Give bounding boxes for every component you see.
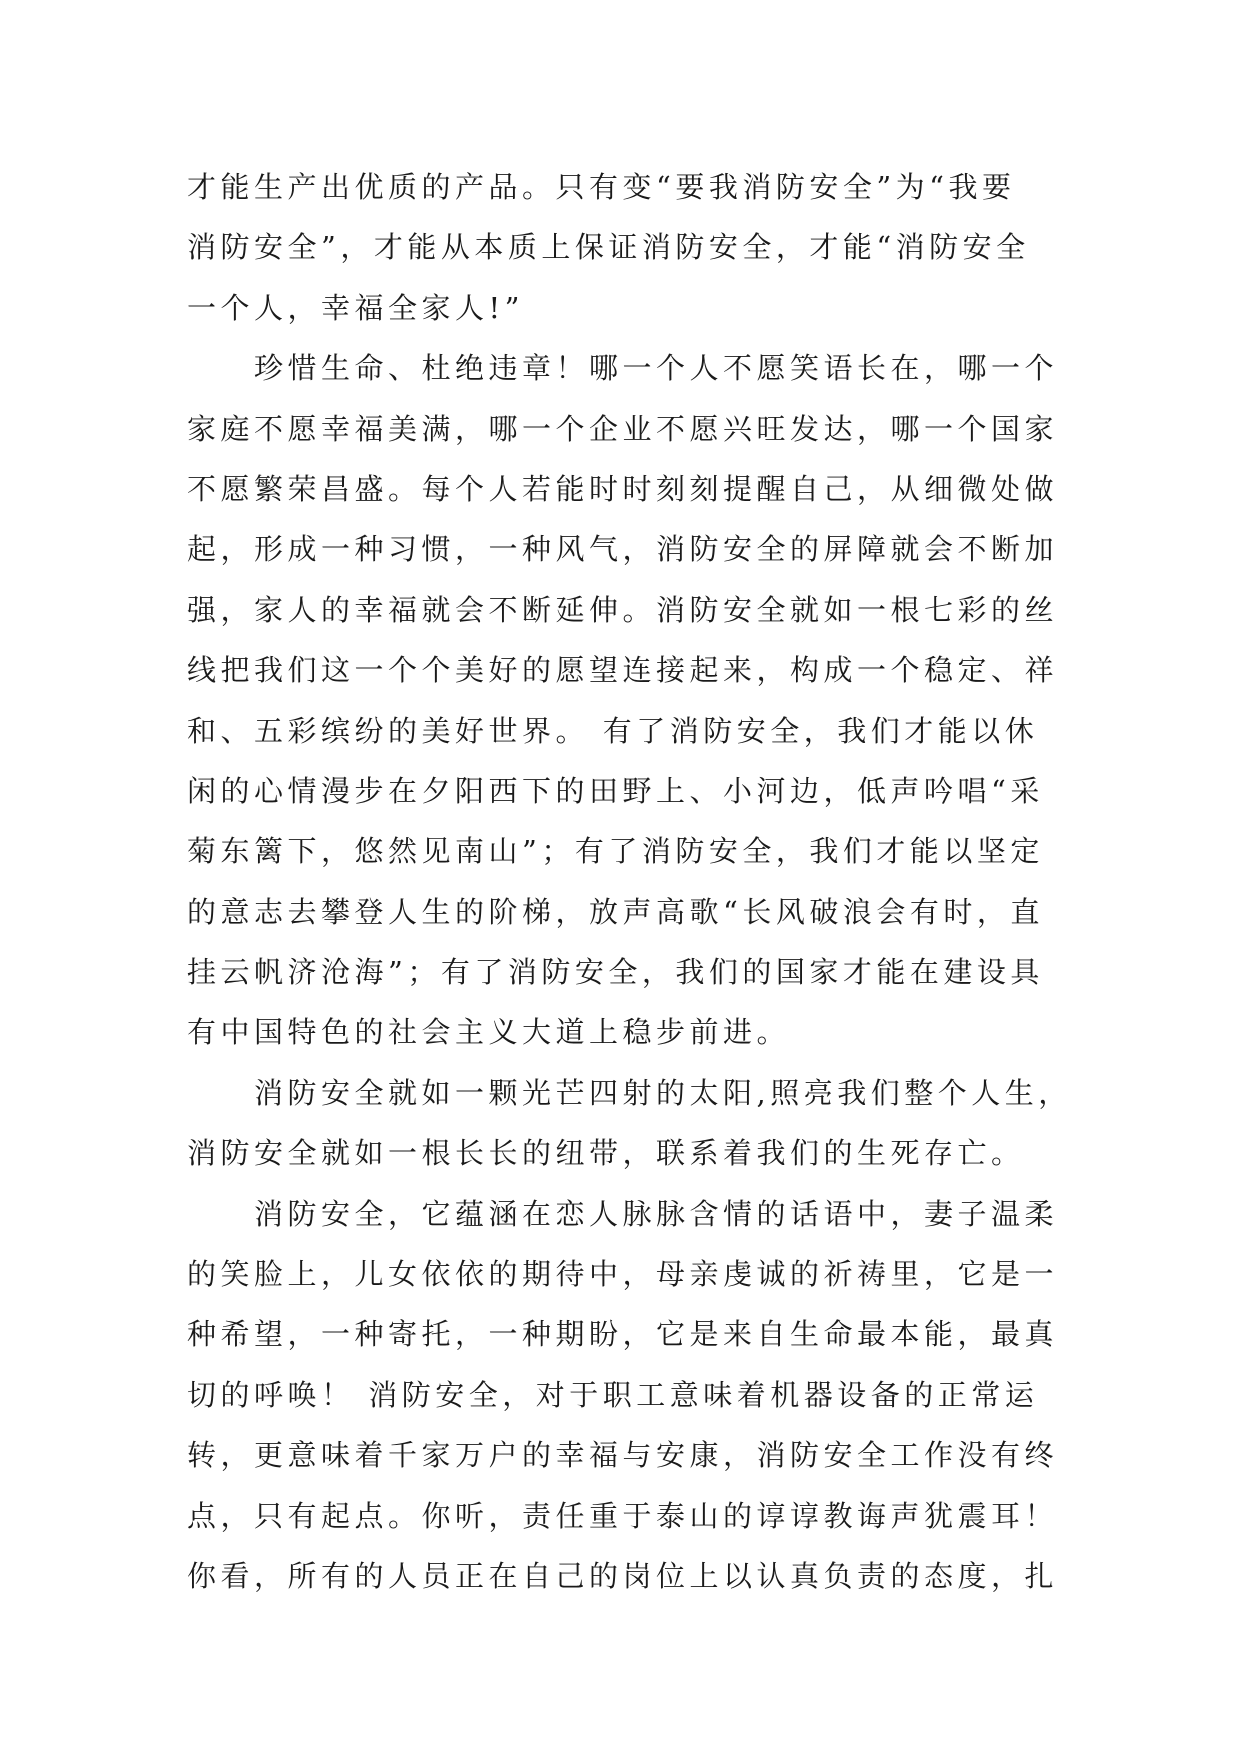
text-line: 的意志去攀登人生的阶梯，放声高歌“长风破浪会有时，直 (187, 894, 1044, 929)
text-line: 线把我们这一个个美好的愿望连接起来，构成一个稳定、祥 (187, 653, 1059, 688)
text-line: 点，只有起点。你听，责任重于泰山的谆谆教诲声犹震耳！ (187, 1498, 1059, 1533)
text-line: 不愿繁荣昌盛。每个人若能时时刻刻提醒自己，从细微处做 (187, 471, 1059, 506)
text-line: 家庭不愿幸福美满，哪一个企业不愿兴旺发达，哪一个国家 (187, 411, 1059, 446)
text-line: 一个人，幸福全家人!” (187, 290, 524, 325)
text-line: 消防安全”，才能从本质上保证消防安全，才能“消防安全 (187, 230, 1030, 265)
text-line: 你看，所有的人员正在自己的岗位上以认真负责的态度，扎 (187, 1558, 1059, 1593)
text-line: 切的呼唤！ 消防安全，对于职工意味着机器设备的正常运 (187, 1377, 1039, 1412)
text-line: 菊东篱下，悠然见南山”；有了消防安全，我们才能以坚定 (187, 834, 1044, 869)
document-text-body (187, 157, 1072, 1606)
text-line: 和、五彩缤纷的美好世界。 有了消防安全，我们才能以休 (187, 713, 1039, 748)
text-line: 消防安全就如一根长长的纽带，联系着我们的生死存亡。 (187, 1136, 1025, 1171)
text-line: 珍惜生命、杜绝违章！哪一个人不愿笑语长在，哪一个 (187, 351, 1059, 386)
text-line: 才能生产出优质的产品。只有变“要我消防安全”为“我要 (187, 170, 1016, 204)
text-line: 闲的心情漫步在夕阳西下的田野上、小河边，低声吟唱“采 (187, 773, 1044, 808)
text-line: 有中国特色的社会主义大道上稳步前进。 (187, 1015, 791, 1050)
text-line: 转，更意味着千家万户的幸福与安康，消防安全工作没有终 (187, 1438, 1059, 1473)
text-line: 种希望，一种寄托，一种期盼，它是来自生命最本能，最真 (187, 1317, 1059, 1352)
text-line: 挂云帆济沧海”；有了消防安全，我们的国家才能在建设具 (187, 955, 1044, 990)
text-line: 起，形成一种习惯，一种风气，消防安全的屏障就会不断加 (187, 532, 1059, 567)
text-line: 强，家人的幸福就会不断延伸。消防安全就如一根七彩的丝 (187, 592, 1059, 627)
text-line: 消防安全，它蕴涵在恋人脉脉含情的话语中，妻子温柔 (187, 1196, 1059, 1231)
text-line: 的笑脸上，儿女依依的期待中，母亲虔诚的祈祷里，它是一 (187, 1257, 1059, 1292)
text-line: 消防安全就如一颗光芒四射的太阳,照亮我们整个人生， (187, 1075, 1072, 1110)
